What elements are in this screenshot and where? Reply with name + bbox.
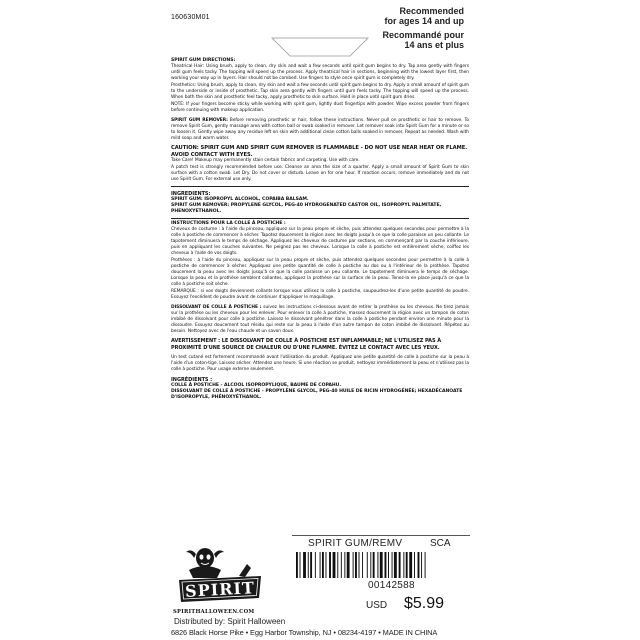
age-en-line-2: for ages 14 and up: [384, 16, 464, 26]
barcode-bar: [322, 552, 324, 578]
barcode-bar: [329, 552, 331, 578]
logo-text: SPIRIT: [184, 578, 256, 601]
fr-ingredients-title: INGRÉDIENTS :: [171, 377, 213, 383]
en-take-care: Take Care! Makeup may permanently stain certain fabrics and carpeting. Use with care.: [171, 158, 360, 164]
barcode-bar: [367, 552, 368, 578]
distributor-line: Distributed by: Spirit Halloween: [174, 617, 286, 626]
fr-remover-title: DISSOLVANT DE COLLE À POSTICHE :: [171, 305, 262, 311]
en-ingredients-title: INGREDIENTS:: [171, 191, 211, 198]
barcode-bar: [394, 552, 397, 578]
barcode-bar: [344, 552, 345, 578]
age-fr-line-2: 14 ans et plus: [404, 40, 464, 50]
barcode-bar: [380, 552, 383, 578]
barcode-bar: [303, 552, 306, 578]
barcode: [296, 552, 468, 578]
en-directions-note: NOTE: If your fingers become sticky while working with spirit gum, lightly dust fingertips with powder. Wipe excess powder from fingers before continuing with makeup application.: [171, 102, 469, 113]
barcode-bar: [418, 552, 420, 578]
fr-directions-title: INSTRUCTIONS POUR LA COLLE À POSTICHE :: [171, 221, 286, 227]
spirit-halloween-logo: [177, 546, 263, 608]
website-url: SPIRITHALLOWEEN.COM: [173, 609, 255, 615]
price: $5.99: [404, 595, 445, 612]
en-ingredients-remover: SPIRIT GUM REMOVER: PROPYLENE GLYCOL, PEG-40 HYDROGENATED CASTOR OIL, ISOPROPYL PALMITATE, PHENOXYETHANOL.: [171, 203, 442, 215]
barcode-bar: [326, 552, 327, 578]
barcode-bar: [406, 552, 408, 578]
age-recommendation: [354, 6, 464, 50]
fr-directions-note: REMARQUE : si vos doigts deviennent collants lorsque vous utilisez la colle à postiche, saupoudrez-les d'une petite quantité de poudre. Essuyez l'excédent de poudre avant de continuer d'appliquer le maquillage.: [171, 289, 469, 301]
barcode-bar: [370, 552, 371, 578]
barcode-bar: [385, 552, 387, 578]
barcode-bar: [353, 552, 354, 578]
divider: [171, 218, 469, 219]
age-fr-line-1: Recommandé pour: [382, 30, 464, 40]
fr-remover-section: [171, 305, 469, 335]
fr-ingredients-spirit-gum: COLLE À POSTICHE - ALCOOL ISOPROPYLIQUE, BAUME DE COPAHU.: [171, 383, 342, 388]
logo-mascot-icon: [186, 548, 224, 578]
item-number: 00142588: [368, 580, 415, 591]
barcode-bar: [414, 552, 415, 578]
store-code: SCA: [430, 538, 451, 549]
barcode-bar: [403, 552, 404, 578]
barcode-bar: [300, 552, 301, 578]
barcode-bar: [409, 552, 412, 578]
barcode-bar: [347, 552, 350, 578]
en-patch-test: A patch test is strongly recommended before use. Cleanse an area the size of a quarter. Apply a small amount of Spirit Gum to skin surface with a cotton swab. Let Dry. Do not cover or disturb. Leave on for one hour. If reaction occurs, remove immediately and do not use Spirit Gum. For external use only.: [171, 165, 469, 183]
barcode-bar: [315, 552, 316, 578]
fr-remover-text: suivez les instructions ci-dessous avant de retirer la prothèse ou les cheveux. Ne tirez jamais sur la prothèse ou les cheveux pour les enlever. Pour enlever la colle à postiche, massez doucement la région avec un tampon de coton imbibé de dissolvant pour colle à postiche. Laissez le dissolvant pénétrer dans la colle à postiche pendant environ une minute pour la dissoudre. Essuyez doucement tout résidu qui reste sur la peau à l'aide d'un autre tampon de coton imbibé de dissolvant. Répétez au besoin. Nettoyez avec de l'eau chaude et un savon doux.: [171, 305, 469, 335]
lot-code: 160630M01: [171, 14, 210, 21]
barcode-bar: [355, 552, 357, 578]
footer-divider: [292, 535, 470, 536]
fr-patch-test: Un test cutané est fortement recommandé avant l'utilisation du produit. Appliquez une petite quantité de colle à postiche sur la peau à l'aide d'un coton-tige. Laissez sécher. Attendez une heure. Si une réaction se produit, nettoyez immédiatement la peau et n'utilisez pas la colle à postiche. Pour usage externe seulement.: [171, 355, 469, 372]
barcode-bar: [399, 552, 401, 578]
en-ingredients-spirit-gum: SPIRIT GUM: ISOPROPYL ALCOHOL, COPAIBA BALSAM.: [171, 197, 309, 203]
age-en-line-1: Recommended: [399, 6, 464, 16]
barcode-bar: [388, 552, 389, 578]
instructions-panel: [171, 56, 469, 536]
barcode-bar: [320, 552, 321, 578]
barcode-bar: [310, 552, 312, 578]
barcode-bar: [296, 552, 298, 578]
price-currency: USD: [366, 600, 388, 611]
barcode-bar: [421, 552, 422, 578]
en-remover-title: SPIRIT GUM REMOVER:: [171, 118, 228, 123]
en-directions-title: SPIRIT GUM DIRECTIONS:: [171, 58, 236, 63]
fr-caution: AVERTISSEMENT : LE DISSOLVANT DE COLLE À POSTICHE EST INFLAMMABLE; NE L'UTILISEZ PAS À PROXIMITÉ D'UNE SOURCE DE CHALEUR OU D'UNE FLAMME. ÉVITEZ LE CONTACT AVEC LES YEUX.: [171, 338, 442, 351]
fr-ingredients-remover: DISSOLVANT DE COLLE À POSTICHE - PROPYLÈNE GLYCOL, PEG-40 HUILE DE RICIN HYDROGÉNÉE; HEXADÉCANOATE D'ISOPROPYLE, PHÉNOXYÉTHANOL.: [171, 389, 463, 400]
en-directions-prosthetics: Prosthetics: Using brush, apply to clean, dry skin and wait a few seconds until spirit gum begins to dry. Apply a small amount of spirit gum to the underside or inside of prosthetic. Tap skin area gently with fingers until gum feels tacky. The topping will speed up the process. When both the skin and prosthetic feel tacky, apply prosthetic to skin surface. Hold in place until spirit gum dries.: [171, 83, 469, 100]
fr-directions-prosthetics: Prothèses : à l'aide du pinceau, appliquez sur la peau propre et sèche, puis attendez quelques secondes pour permettre à la colle à postiche de commencer à sécher. Appliquez une petite quantité de colle à postiche au dos ou à l'intérieur de la prothèse. Tapotez doucement la peau avec les doigts jusqu'à ce que la colle paraisse un peu collante. Le tapotement diminuera le temps de séchage. Lorsque la peau et la prothèse semblent collantes, appliquez la prothèse sur la surface de la peau. Tenez-la en place jusqu'à ce que la colle à postiche soit sèche.: [171, 258, 469, 288]
barcode-bar: [373, 552, 375, 578]
divider: [171, 186, 469, 187]
en-caution: CAUTION: SPIRIT GUM AND SPIRIT GUM REMOVER IS FLAMMABLE - DO NOT USE NEAR HEAT OR FLAME. AVOID CONTACT WITH EYES.: [171, 145, 468, 158]
address-line: 6826 Black Horse Pike • Egg Harbor Township, NJ • 08234-4197 • MADE IN CHINA: [171, 628, 438, 637]
en-remover-section: [171, 118, 469, 142]
barcode-bar: [392, 552, 393, 578]
barcode-bar: [359, 552, 360, 578]
en-remover-text: Before removing prosthetic or hair, follow these instructions. Never pull on prosthetic or hair to remove. To remove Spirit Gum, gently massage area with cotton ball or swab soaked in remover. Let remover soak into Spirit Gum for a minute or so to loosen it. Gently wipe away any residue left on skin with additional clean cotton balls soaked in remover. Repeat as needed. Wash with mild soap and warm water.: [171, 118, 469, 141]
barcode-bar: [337, 552, 338, 578]
barcode-bar: [341, 552, 342, 578]
fr-directions-hair: Cheveux de costume : à l'aide du pinceau, appliquez sur la peau propre et sèche, puis attendez quelques secondes pour permettre à la colle à postiche de commencer à sécher. Tapotez doucement la région avec les doigts jusqu'à ce que la colle paraisse un peu collante. Le tapotement diminuera le temps de séchage. Appliquez les cheveux de costume par sections, en commençant par la couche inférieure, puis en appliquant les couches suivantes. Ne peignez pas les cheveux. Lorsque la colle à postiche est entièrement sèche, coiffez les cheveux à l'aide de vos doigts.: [171, 227, 469, 257]
product-code: SPIRIT GUM/REMV: [308, 538, 403, 549]
barcode-bar: [333, 552, 336, 578]
en-directions-hair: Theatrical Hair: Using brush, apply to clean, dry skin and wait a few seconds until spirit gum begins to dry. Tap area gently with fingers until gum feels tacky. The topping will speed up the process. Apply theatrical hair in sections, beginning with the lowest layer first, then working your way up in layers. Hair should not be combed. Use fingers to style once spirit gum is completely dry.: [171, 64, 469, 81]
barcode-bar: [308, 552, 309, 578]
barcode-bar: [425, 552, 426, 578]
barcode-bar: [362, 552, 363, 578]
barcode-bar: [377, 552, 378, 578]
